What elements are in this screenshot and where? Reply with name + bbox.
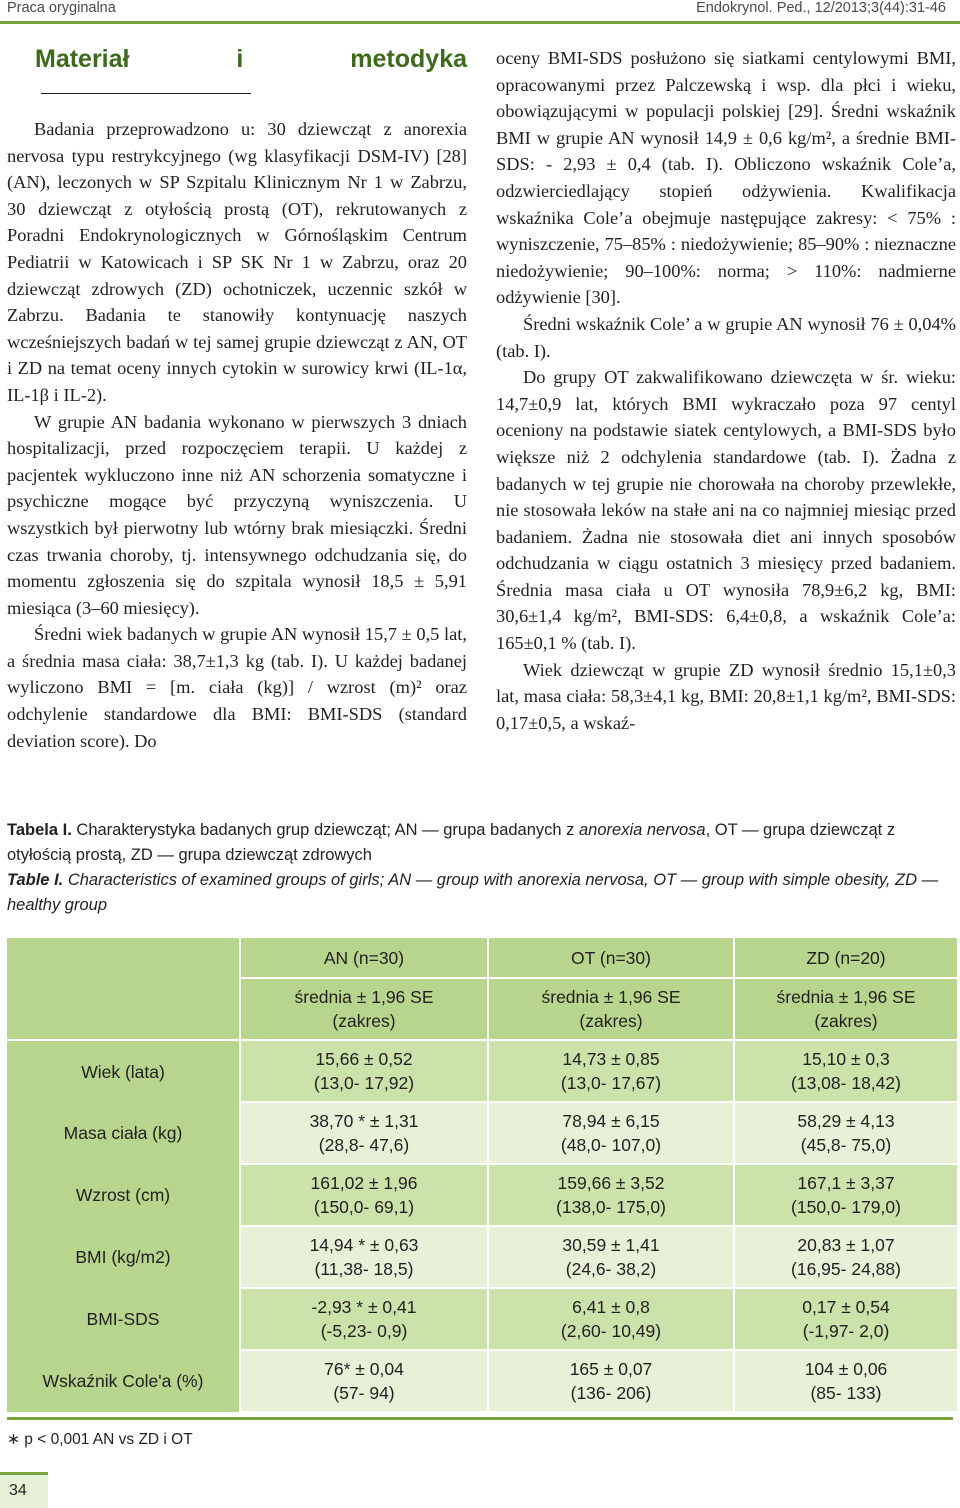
cell-range: (11,38- 18,5)	[314, 1259, 414, 1279]
cell-range: (13,0- 17,67)	[560, 1073, 662, 1093]
data-table	[7, 938, 957, 1413]
running-header-right: Endokrynol. Ped., 12/2013;3(44):31-46	[696, 0, 946, 16]
cell-value: 161,02 ± 1,96	[310, 1173, 418, 1193]
cell-range: (13,0- 17,92)	[313, 1073, 415, 1093]
table-cell	[488, 1288, 734, 1350]
cell-value: 58,29 ± 4,13	[797, 1111, 895, 1131]
paragraph: oceny BMI-SDS posłużono się siatkami centylowymi BMI, opracowanymi przez Palczewską i wsp. dla płci i wieku, obowiązującymi w populacji polskiej [29]. Średni wskaźnik BMI w grupie AN wynosił 14,9 ± 0,6 kg/m², a średnie BMI-SDS: - 2,93 ± 0,4 (tab. I). Obliczono wskaźnik Cole’a, odzwierciedlający stopień odżywienia. Kwalifikacja wskaźnika Cole’a obejmuje następujące zakresy: < 75% : wyniszczenie, 75–85% : niedożywienie; 85–90% : nieznaczne niedożywienie; 90–100%: norma; > 110%: nadmierne odżywienie [30].	[496, 48, 956, 308]
caption-text: Characteristics of examined groups of girls; AN — group with anorexia nervosa, OT — group with simple obesity, ZD — healthy group	[7, 871, 939, 914]
table-cell	[734, 1164, 957, 1226]
paragraph: Średni wskaźnik Cole’ a w grupie AN wynosił 76 ± 0,04% (tab. I).	[496, 313, 956, 361]
subheader-line: (zakres)	[332, 1011, 396, 1031]
cell-range: (28,8- 47,6)	[318, 1135, 410, 1155]
cell-value: 6,41 ± 0,8	[572, 1297, 650, 1317]
caption-english	[7, 868, 947, 918]
cell-value: 38,70 * ± 1,31	[309, 1111, 419, 1131]
table-cell	[488, 1226, 734, 1288]
table-row	[7, 1350, 957, 1412]
table-cell	[240, 1102, 488, 1164]
cell-value: 159,66 ± 3,52	[557, 1173, 665, 1193]
cell-value: 30,59 ± 1,41	[562, 1235, 660, 1255]
section-title	[35, 44, 467, 104]
paragraph: Badania przeprowadzono u: 30 dziewcząt z anorexia nervosa typu restrykcyjnego (wg klasyfikacji DSM-IV) [28] (AN), leczonych w SP Szpitalu Klinicznym Nr 1 w Zabrzu, 30 dziewcząt z otyłością prostą (OT), rekrutowanych z Poradni Endokrynologicznych w Górnośląskim Centrum Pediatrii w Katowicach i SP SK Nr 1 w Zabrzu, oraz 20 dziewcząt zdrowych (ZD) ochotniczek, uczennic szkół w Zabrzu. Badania te stanowiły kontynuację naszych wcześniejszych badań w tej samej grupie dziewcząt z AN, OT i ZD na temat oceny innych cytokin w surowicy krwi (IL-1α, IL-1β i IL-2).	[7, 119, 467, 405]
cell-value: -2,93 * ± 0,41	[311, 1297, 417, 1317]
column-header: ZD (n=20)	[734, 938, 957, 978]
section-title-text: Materiał i metodyka	[35, 45, 467, 73]
cell-range: (45,8- 75,0)	[800, 1135, 892, 1155]
table-row	[7, 1102, 957, 1164]
table-cell	[734, 1350, 957, 1412]
cell-range: (16,95- 24,88)	[791, 1259, 901, 1279]
title-rule	[41, 93, 251, 94]
cell-range: (2,60- 10,49)	[560, 1321, 662, 1341]
left-column	[7, 40, 467, 754]
row-label: BMI (kg/m2)	[7, 1226, 240, 1288]
table-cell	[240, 1288, 488, 1350]
table-cell	[240, 1350, 488, 1412]
cell-range: (-5,23- 0,9)	[320, 1321, 408, 1341]
running-header-left: Praca oryginalna	[7, 0, 116, 16]
cell-value: 20,83 ± 1,07	[797, 1235, 895, 1255]
paragraph: Wiek dziewcząt w grupie ZD wynosił średnio 15,1±0,3 lat, masa ciała: 58,3±4,1 kg, BMI: 20,8±1,1 kg/m², BMI-SDS: 0,17±0,5, a wskaź-	[496, 659, 956, 733]
row-label: Wzrost (cm)	[7, 1164, 240, 1226]
paragraph: W grupie AN badania wykonano w pierwszych 3 dniach hospitalizacji, przed rozpoczęciem terapii. U każdej z pacjentek wykluczono inne niż AN schorzenia somatyczne i psychiczne mogące być przyczyną wyniszczenia. U wszystkich był pierwotny lub wtórny brak miesiączki. Średni czas trwania choroby, tj. intensywnego odchudzania się, do momentu zgłoszenia się do szpitala wynosił 18,5 ± 5,91 miesiąca (3–60 miesięcy).	[7, 411, 467, 618]
table-row	[7, 1040, 957, 1102]
column-subheader	[240, 978, 488, 1040]
table-cell	[734, 1288, 957, 1350]
table-cell	[488, 1102, 734, 1164]
subheader-line: średnia ± 1,96 SE	[776, 987, 916, 1007]
cell-value: 15,66 ± 0,52	[315, 1049, 413, 1069]
table-cell	[734, 1040, 957, 1102]
cell-range: (150,0- 69,1)	[313, 1197, 415, 1217]
cell-value: 14,73 ± 0,85	[562, 1049, 660, 1069]
cell-range: (13,08- 18,42)	[791, 1073, 901, 1093]
cell-value: 76* ± 0,04	[324, 1359, 404, 1379]
caption-label: Table I.	[7, 871, 64, 889]
table-header-row	[7, 938, 957, 978]
table-cell	[488, 1350, 734, 1412]
cell-value: 15,10 ± 0,3	[802, 1049, 890, 1069]
cell-range: (48,0- 107,0)	[560, 1135, 662, 1155]
cell-range: (136- 206)	[570, 1383, 652, 1403]
row-label: BMI-SDS	[7, 1288, 240, 1350]
column-header: AN (n=30)	[240, 938, 488, 978]
cell-range: (24,6- 38,2)	[565, 1259, 657, 1279]
subheader-line: (zakres)	[579, 1011, 643, 1031]
column-subheader	[488, 978, 734, 1040]
cell-value: 165 ± 0,07	[569, 1359, 653, 1379]
table-cell	[240, 1164, 488, 1226]
caption-label: Tabela I.	[7, 821, 72, 839]
table-corner	[7, 938, 240, 1040]
table-cell	[734, 1102, 957, 1164]
cell-range: (57- 94)	[333, 1383, 395, 1403]
paragraph: Średni wiek badanych w grupie AN wynosił 15,7 ± 0,5 lat, a średnia masa ciała: 38,7±1,3 kg (tab. I). U każdej badanej wyliczono BMI = [m. ciała (kg)] / wzrost (m)² oraz odchylenie standardowe dla BMI: BMI-SDS (standard deviation score). Do	[7, 624, 467, 751]
row-label: Masa ciała (kg)	[7, 1102, 240, 1164]
table-caption	[7, 818, 947, 918]
table-cell	[488, 1040, 734, 1102]
table-cell	[488, 1164, 734, 1226]
table-cell	[240, 1226, 488, 1288]
right-column	[496, 45, 956, 736]
row-label: Wskaźnik Cole'a (%)	[7, 1350, 240, 1412]
cell-value: 0,17 ± 0,54	[802, 1297, 890, 1317]
table-row	[7, 1288, 957, 1350]
cell-range: (85- 133)	[810, 1383, 882, 1403]
table-row	[7, 1164, 957, 1226]
cell-value: 14,94 * ± 0,63	[309, 1235, 419, 1255]
caption-polish	[7, 818, 947, 868]
cell-value: 104 ± 0,06	[804, 1359, 888, 1379]
table-bottom-rule	[7, 1417, 953, 1420]
header-rule	[0, 21, 960, 24]
column-subheader	[734, 978, 957, 1040]
table-footnote: ∗ p < 0,001 AN vs ZD i OT	[7, 1431, 193, 1448]
subheader-line: (zakres)	[814, 1011, 878, 1031]
paragraph: Do grupy OT zakwalifikowano dziewczęta w śr. wieku: 14,7±0,9 lat, których BMI wykraczało poza 97 centyl oceniony na podstawie siatek centylowych, a BMI-SDS było większe niż 2 odchylenia standardowe (tab. I). Żadna z badanych w tej grupie nie chorowała na choroby przewlekłe, nie stosowała leków na stałe ani na co najmniej miesiąc przed badaniem. Żadna nie stosowała diet ani innych sposobów odchudzania w ciągu ostatnich 3 miesięcy przed badaniem. Średnia masa ciała u OT wynosiła 78,9±6,2 kg, BMI: 30,6±1,4 kg/m², BMI-SDS: 6,4±0,8, a wskaźnik Cole’a: 165±0,1 % (tab. I).	[496, 367, 956, 654]
cell-value: 167,1 ± 3,37	[797, 1173, 895, 1193]
cell-range: (150,0- 179,0)	[791, 1197, 901, 1217]
subheader-line: średnia ± 1,96 SE	[294, 987, 434, 1007]
caption-italic: anorexia nervosa	[579, 821, 706, 839]
caption-text: Charakterystyka badanych grup dziewcząt; AN — grupa badanych z	[71, 821, 579, 839]
cell-range: (-1,97- 2,0)	[802, 1321, 890, 1341]
cell-value: 78,94 ± 6,15	[562, 1111, 660, 1131]
table-row	[7, 1226, 957, 1288]
table-cell	[734, 1226, 957, 1288]
column-header: OT (n=30)	[488, 938, 734, 978]
cell-range: (138,0- 175,0)	[556, 1197, 666, 1217]
caption-text: , OT — grupa dziewcząt z otyłością prostą, ZD — grupa dziewcząt zdrowych	[7, 821, 896, 864]
subheader-line: średnia ± 1,96 SE	[541, 987, 681, 1007]
row-label: Wiek (lata)	[7, 1040, 240, 1102]
table-cell	[240, 1040, 488, 1102]
page-number: 34	[9, 1482, 27, 1499]
